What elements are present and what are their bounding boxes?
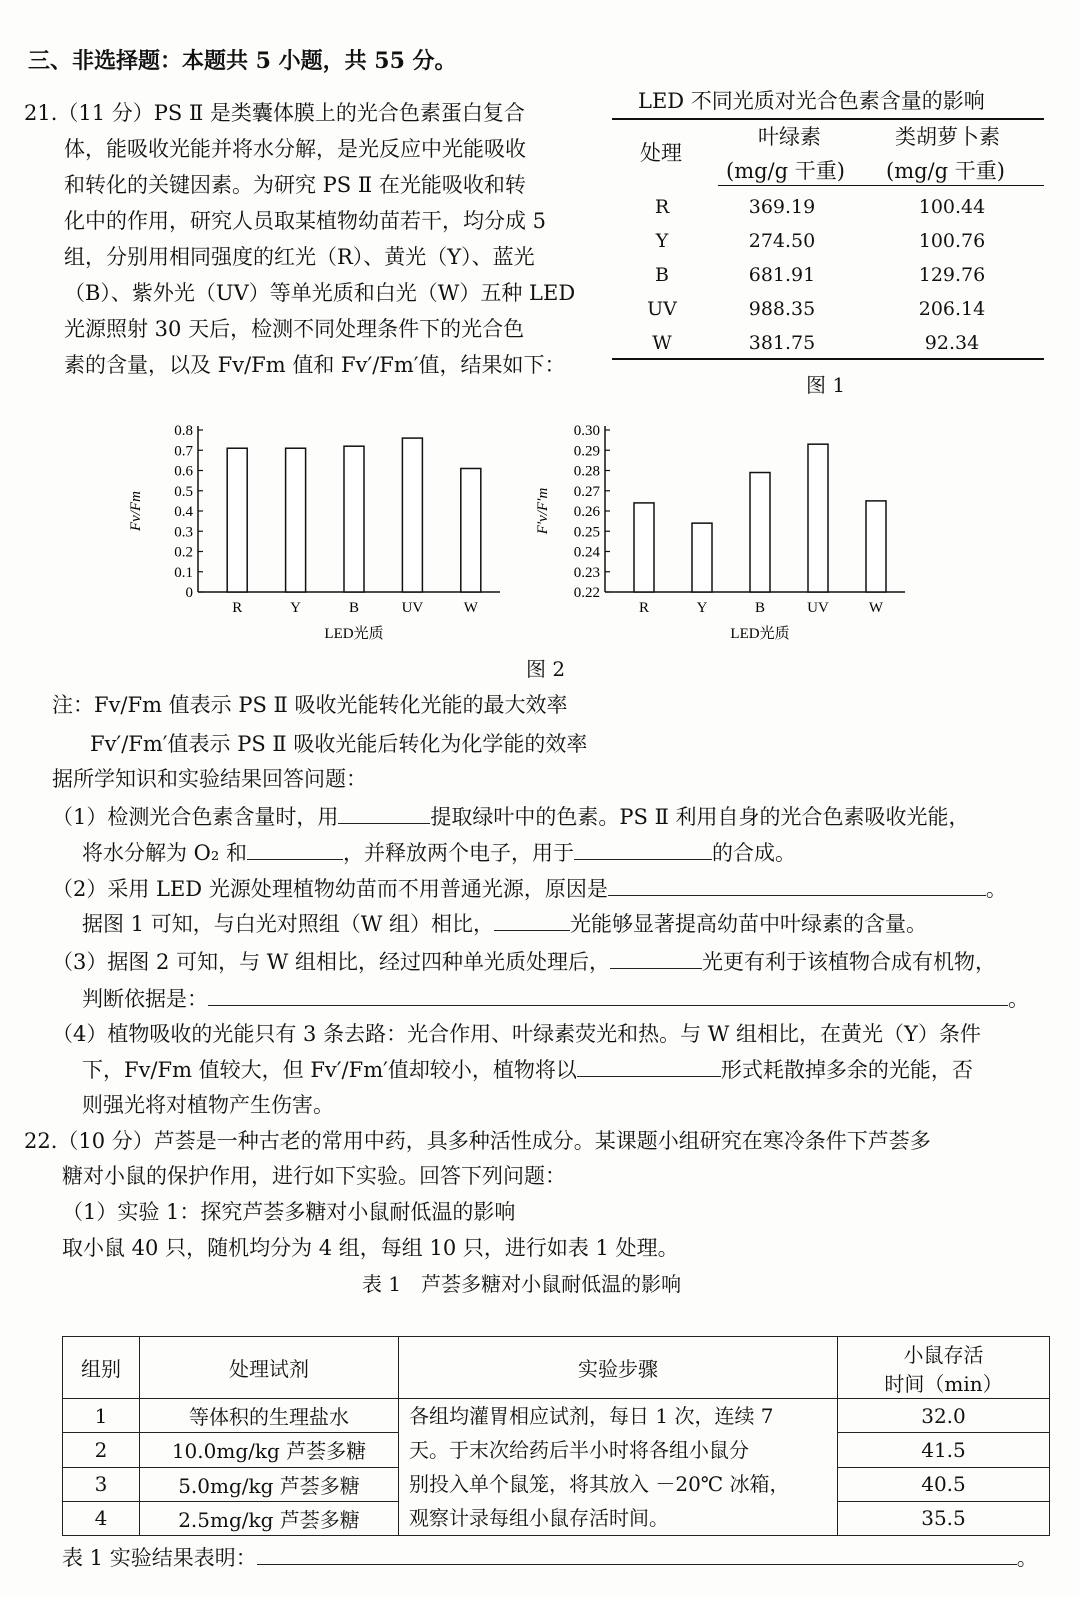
table1-unit-car: (mg/g 干重) bbox=[886, 159, 1005, 183]
y-tick-label: 0.7 bbox=[174, 443, 193, 460]
table2-cell: 3 bbox=[63, 1467, 140, 1501]
table1-cell: R bbox=[654, 196, 670, 218]
table1-cell: 681.91 bbox=[748, 264, 816, 286]
table2-title: 表 1 芦荟多糖对小鼠耐低温的影响 bbox=[362, 1272, 682, 1296]
note-line: 据所学知识和实验结果回答问题： bbox=[52, 767, 367, 791]
y-tick-label: 0.28 bbox=[573, 463, 600, 480]
fvfm-prime-bar-chart bbox=[535, 408, 915, 648]
q21-line: （B）、紫外光（UV）等单光质和白光（W）五种 LED bbox=[64, 281, 576, 305]
bar bbox=[634, 503, 654, 592]
table2-steps bbox=[399, 1399, 838, 1536]
y-axis-label: F′v/F′m bbox=[535, 487, 551, 535]
table1-bottom-rule bbox=[612, 358, 1044, 360]
bar bbox=[461, 468, 481, 592]
q22-result-text: 。 bbox=[1016, 1546, 1038, 1570]
bar bbox=[402, 438, 422, 592]
answer-blank[interactable] bbox=[574, 839, 712, 860]
subq2-text: 光能够显著提高幼苗中叶绿素的含量。 bbox=[569, 912, 927, 936]
subq3-text: 。 bbox=[1008, 987, 1029, 1011]
x-tick-label: UV bbox=[807, 600, 829, 616]
subq3-text: （3）据图 2 可知，与 W 组相比，经过四种单光质处理后， bbox=[52, 950, 611, 974]
subq3-text: 光更有利于该植物合成有机物， bbox=[702, 950, 997, 974]
table-row bbox=[622, 258, 1042, 292]
subq2-text: 。 bbox=[985, 877, 1007, 901]
steps-line: 天。于末次给药后半小时将各组小鼠分 bbox=[409, 1438, 749, 1462]
bar bbox=[344, 446, 364, 592]
x-tick-label: R bbox=[638, 600, 650, 616]
subq3-text: 判断依据是： bbox=[82, 987, 208, 1011]
y-tick-label: 0.24 bbox=[573, 544, 600, 561]
table1-cell: 92.34 bbox=[924, 332, 980, 354]
table1-cell: 206.14 bbox=[918, 298, 986, 320]
table1-mid-rule bbox=[718, 185, 1044, 186]
subq3-line1 bbox=[52, 948, 996, 975]
table2-cell: 10.0mg/kg 芦荟多糖 bbox=[140, 1433, 399, 1467]
steps-line: 别投入单个鼠笼，将其放入 －20℃ 冰箱， bbox=[409, 1472, 790, 1496]
bar bbox=[866, 501, 886, 592]
table1-cell: 100.44 bbox=[918, 196, 986, 218]
table2-header: 组别 bbox=[63, 1337, 140, 1399]
subq4-line1: （4）植物吸收的光能只有 3 条去路：光合作用、叶绿素荧光和热。与 W 组相比，在黄光（Y）条件 bbox=[52, 1022, 981, 1046]
answer-blank[interactable] bbox=[247, 839, 343, 860]
table1-cell: 129.76 bbox=[918, 264, 986, 286]
y-tick-label: 0.4 bbox=[174, 504, 193, 520]
section-header: 三、非选择题：本题共 5 小题，共 55 分。 bbox=[28, 48, 457, 74]
x-axis-label: LED光质 bbox=[730, 626, 790, 642]
subq2-line1 bbox=[52, 875, 1007, 902]
table2-header-survival bbox=[838, 1337, 1050, 1399]
table1-cell: 274.50 bbox=[748, 230, 816, 252]
q22-line: 糖对小鼠的保护作用，进行如下实验。回答下列问题： bbox=[62, 1164, 566, 1188]
table1-unit-chl: (mg/g 干重) bbox=[726, 159, 845, 183]
table2-header: 实验步骤 bbox=[399, 1337, 838, 1399]
table-row bbox=[622, 190, 1042, 224]
y-tick-label: 0 bbox=[185, 585, 193, 601]
table2-cell: 32.0 bbox=[838, 1399, 1050, 1433]
x-tick-label: Y bbox=[290, 600, 302, 616]
y-tick-label: 0.30 bbox=[573, 423, 600, 439]
x-tick-label: Y bbox=[696, 600, 708, 616]
table-row bbox=[622, 292, 1042, 326]
answer-blank[interactable] bbox=[610, 948, 702, 969]
table2-cell: 1 bbox=[63, 1399, 140, 1433]
x-tick-label: B bbox=[348, 600, 360, 616]
table1-cell: W bbox=[652, 332, 672, 354]
fvfm-bar-chart bbox=[130, 408, 510, 648]
subq2-text: 据图 1 可知，与白光对照组（W 组）相比， bbox=[82, 912, 494, 936]
table1-body bbox=[622, 190, 1042, 360]
q21-line: 21.（11 分）PS Ⅱ 是类囊体膜上的光合色素蛋白复合 bbox=[24, 101, 525, 125]
subq4-line2 bbox=[82, 1056, 973, 1083]
table2-cell: 2.5mg/kg 芦荟多糖 bbox=[140, 1501, 399, 1535]
x-axis-label: LED光质 bbox=[324, 626, 384, 642]
table-row bbox=[622, 224, 1042, 258]
x-tick-label: W bbox=[868, 600, 884, 616]
table1-col-treatment: 处理 bbox=[640, 141, 682, 165]
y-tick-label: 0.26 bbox=[573, 504, 600, 520]
bar bbox=[286, 448, 306, 592]
subq1-line2 bbox=[82, 839, 796, 866]
y-tick-label: 0.8 bbox=[174, 423, 193, 439]
y-tick-label: 0.1 bbox=[174, 564, 193, 581]
y-tick-label: 0.25 bbox=[573, 524, 600, 541]
answer-blank[interactable] bbox=[338, 803, 430, 824]
note-line: 注：Fv/Fm 值表示 PS Ⅱ 吸收光能转化光能的最大效率 bbox=[52, 693, 568, 717]
subq1-text: 的合成。 bbox=[712, 841, 796, 865]
note-line: Fv′/Fm′值表示 PS Ⅱ 吸收光能后转化为化学能的效率 bbox=[90, 732, 588, 756]
q22-line: 22.（10 分）芦荟是一种古老的常用中药，具多种活性成分。某课题小组研究在寒冷条件下芦荟多 bbox=[24, 1129, 931, 1153]
q21-line: 体，能吸收光能并将水分解，是光反应中光能吸收 bbox=[64, 137, 526, 161]
q21-line: 和转化的关键因素。为研究 PS Ⅱ 在光能吸收和转 bbox=[64, 173, 526, 197]
table2-cell: 40.5 bbox=[838, 1467, 1050, 1501]
x-tick-label: R bbox=[232, 600, 243, 616]
table2-header: 时间（min） bbox=[884, 1371, 1003, 1396]
table1-cell: 100.76 bbox=[918, 230, 986, 252]
figure1-caption: 图 1 bbox=[806, 373, 846, 397]
subq1-text: 提取绿叶中的色素。PS Ⅱ 利用自身的光合色素吸收光能， bbox=[430, 805, 970, 829]
q22-line: 取小鼠 40 只，随机均分为 4 组，每组 10 只，进行如表 1 处理。 bbox=[62, 1236, 679, 1260]
y-tick-label: 0.27 bbox=[573, 483, 600, 500]
y-tick-label: 0.29 bbox=[573, 443, 600, 460]
steps-line: 观察计录每组小鼠存活时间。 bbox=[409, 1506, 669, 1530]
answer-blank[interactable] bbox=[257, 1544, 1017, 1565]
q21-line: 光源照射 30 天后，检测不同处理条件下的光合色 bbox=[64, 317, 525, 341]
answer-blank[interactable] bbox=[577, 1056, 721, 1077]
table1-cell: Y bbox=[655, 230, 669, 252]
answer-blank[interactable] bbox=[608, 875, 986, 896]
subq1-line1 bbox=[52, 803, 970, 830]
y-tick-label: 0.2 bbox=[174, 544, 193, 561]
answer-blank[interactable] bbox=[494, 910, 570, 931]
q21-line: 组，分别用相同强度的红光（R）、黄光（Y）、蓝光 bbox=[64, 245, 535, 269]
q22-result-line bbox=[62, 1544, 1038, 1571]
y-tick-label: 0.22 bbox=[573, 585, 600, 601]
subq1-text: 将水分解为 O₂ 和 bbox=[82, 841, 247, 865]
table2 bbox=[62, 1336, 1050, 1536]
table1-cell: 988.35 bbox=[748, 298, 816, 320]
bar bbox=[227, 448, 247, 592]
subq2-text: （2）采用 LED 光源处理植物幼苗而不用普通光源，原因是 bbox=[52, 877, 608, 901]
bar bbox=[750, 473, 770, 592]
table1-top-rule bbox=[612, 118, 1044, 120]
table2-header: 小鼠存活 bbox=[903, 1342, 984, 1367]
x-tick-label: B bbox=[754, 600, 766, 616]
table1-cell: UV bbox=[647, 298, 677, 320]
table1-col-car: 类胡萝卜素 bbox=[895, 125, 1000, 149]
table2-cell: 41.5 bbox=[838, 1433, 1050, 1467]
y-tick-label: 0.23 bbox=[573, 564, 600, 581]
figure2-caption: 图 2 bbox=[526, 657, 566, 681]
x-tick-label: UV bbox=[401, 600, 424, 616]
table2-cell: 等体积的生理盐水 bbox=[140, 1399, 399, 1433]
q21-line: 素的含量，以及 Fv/Fm 值和 Fv′/Fm′值，结果如下： bbox=[64, 353, 566, 377]
y-tick-label: 0.5 bbox=[174, 483, 193, 500]
subq2-line2 bbox=[82, 910, 927, 937]
table1-cell: 381.75 bbox=[748, 332, 816, 354]
answer-blank[interactable] bbox=[208, 985, 1008, 1006]
bar bbox=[808, 444, 828, 592]
table1-col-chl: 叶绿素 bbox=[758, 125, 821, 149]
y-tick-label: 0.6 bbox=[174, 463, 193, 480]
x-tick-label: W bbox=[463, 600, 478, 616]
y-tick-label: 0.3 bbox=[174, 524, 193, 541]
table1-cell: B bbox=[655, 264, 669, 286]
steps-line: 各组均灌胃相应试剂，每日 1 次，连续 7 bbox=[409, 1404, 774, 1428]
subq1-text: （1）检测光合色素含量时，用 bbox=[52, 805, 339, 829]
subq4-text: 下，Fv/Fm 值较大，但 Fv′/Fm′值却较小，植物将以 bbox=[82, 1058, 577, 1082]
table1-cell: 369.19 bbox=[748, 196, 816, 218]
subq4-line3: 则强光将对植物产生伤害。 bbox=[82, 1093, 334, 1117]
y-axis-label: Fv/Fm bbox=[128, 491, 144, 531]
table-row bbox=[622, 326, 1042, 360]
table-row bbox=[63, 1337, 1050, 1399]
table2-cell: 5.0mg/kg 芦荟多糖 bbox=[140, 1467, 399, 1501]
q21-line: 化中的作用，研究人员取某植物幼苗若干，均分成 5 bbox=[64, 209, 547, 233]
table2-cell: 35.5 bbox=[838, 1501, 1050, 1535]
q22-result-text: 表 1 实验结果表明： bbox=[62, 1546, 257, 1570]
table2-cell: 4 bbox=[63, 1501, 140, 1535]
table1-title: LED 不同光质对光合色素含量的影响 bbox=[638, 89, 985, 113]
table-row bbox=[63, 1399, 1050, 1433]
bar bbox=[692, 523, 712, 592]
subq1-text: ，并释放两个电子，用于 bbox=[343, 841, 574, 865]
table2-header: 处理试剂 bbox=[140, 1337, 399, 1399]
table2-cell: 2 bbox=[63, 1433, 140, 1467]
q22-line: （1）实验 1：探究芦荟多糖对小鼠耐低温的影响 bbox=[62, 1200, 516, 1224]
subq4-text: 形式耗散掉多余的光能，否 bbox=[720, 1058, 973, 1082]
subq3-line2 bbox=[82, 985, 1029, 1012]
